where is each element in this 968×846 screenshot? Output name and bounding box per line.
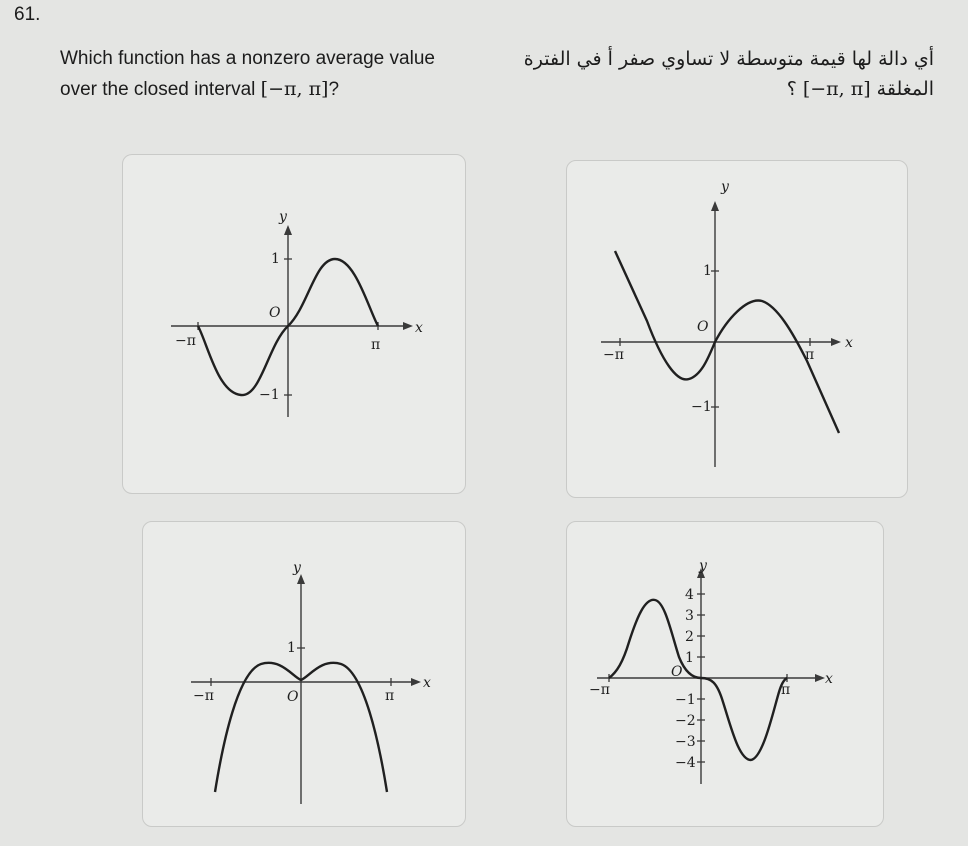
label-origin: O: [287, 689, 299, 705]
label-origin: O: [697, 319, 709, 335]
label-neg-pi: −π: [175, 333, 196, 349]
question-line-2-arabic: المغلقة [−π, π] ؟: [786, 78, 934, 100]
y-axis-arrow: [711, 201, 719, 211]
label-neg1: −1: [259, 387, 280, 403]
graph-b-svg: [567, 161, 907, 497]
question-line-2: over the closed interval [−π, π]?: [60, 78, 340, 100]
question-text-arabic: [524, 44, 934, 104]
label-pi: π: [805, 347, 815, 363]
question-line-1-arabic: أي دالة لها قيمة متوسطة لا تساوي صفر أ في الفترة: [523, 48, 934, 70]
curve: [609, 600, 787, 760]
label-neg4: −4: [675, 755, 696, 771]
y-axis-label: y: [721, 179, 729, 195]
label-neg1: −1: [675, 692, 696, 708]
option-graph-d[interactable]: [566, 521, 884, 827]
x-axis-arrow: [403, 322, 413, 330]
label-1: 1: [703, 263, 712, 279]
graph-a-svg: [123, 155, 465, 493]
y-axis-label: y: [699, 558, 707, 574]
x-axis-label: x: [845, 335, 853, 351]
label-pi: π: [371, 337, 381, 353]
label-neg-pi: −π: [589, 682, 610, 698]
graph-d-svg: [567, 522, 883, 826]
y-axis-arrow: [284, 225, 292, 235]
label-origin: O: [269, 305, 281, 321]
y-axis-label: y: [279, 209, 287, 225]
label-pi: π: [385, 688, 395, 704]
label-4: 4: [685, 587, 694, 603]
label-neg3: −3: [675, 734, 696, 750]
option-graph-b[interactable]: [566, 160, 908, 498]
label-neg1: −1: [691, 399, 712, 415]
label-3: 3: [685, 608, 694, 624]
question-text-english: [60, 44, 435, 105]
question-number: 61.: [14, 4, 41, 25]
question-line-1: Which function has a nonzero average value: [60, 48, 435, 69]
label-neg-pi: −π: [603, 347, 624, 363]
x-axis-arrow: [831, 338, 841, 346]
x-axis-label: x: [415, 320, 423, 336]
label-neg-pi: −π: [193, 688, 214, 704]
graph-c-svg: [143, 522, 465, 826]
label-origin: O: [671, 664, 683, 680]
label-1: 1: [685, 650, 694, 666]
label-1: 1: [287, 640, 296, 656]
option-graph-c[interactable]: [142, 521, 466, 827]
y-axis-label: y: [293, 560, 301, 576]
x-axis-arrow: [411, 678, 421, 686]
x-axis-label: x: [423, 675, 431, 691]
option-graph-a[interactable]: [122, 154, 466, 494]
x-axis-arrow: [815, 674, 825, 682]
label-neg2: −2: [675, 713, 696, 729]
x-axis-label: x: [825, 671, 833, 687]
label-pi: π: [781, 682, 791, 698]
label-2: 2: [685, 629, 694, 645]
label-1: 1: [271, 251, 280, 267]
